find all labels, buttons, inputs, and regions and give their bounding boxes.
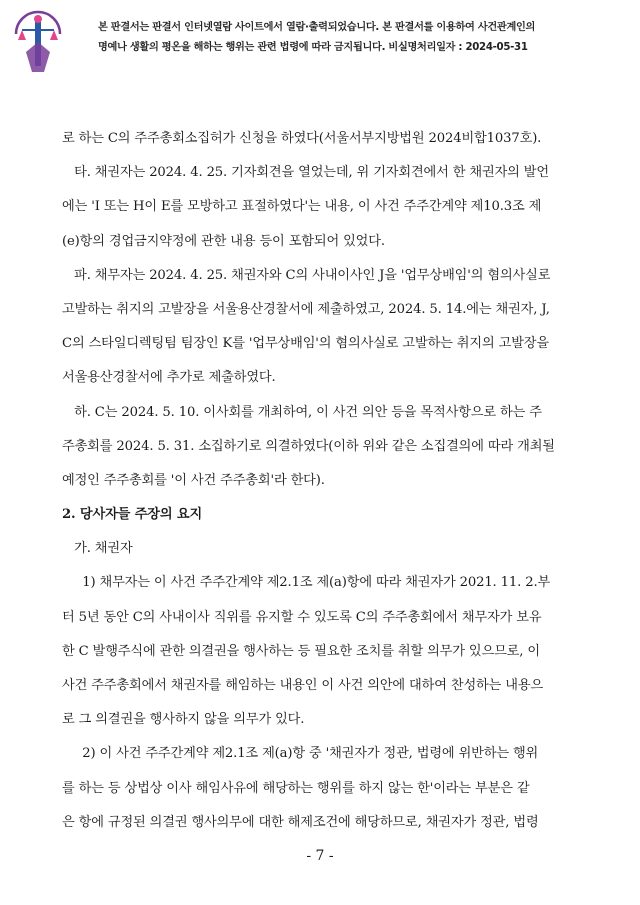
body-line: 타. 채권자는 2024. 4. 25. 기자회견을 열었는데, 위 기자회견에서 한 채권자의 발언: [62, 165, 549, 181]
disclosure-notice: [98, 18, 638, 58]
page-header: [8, 6, 632, 84]
body-line: 1) 채무자는 이 사건 주주간계약 제2.1조 제(a)항에 따라 채권자가 2021. 11. 2.부: [62, 575, 551, 591]
page-number: - 7 -: [306, 848, 334, 864]
body-line: 예정인 주주총회를 '이 사건 주주총회'라 한다).: [62, 472, 325, 488]
body-line: 주총회를 2024. 5. 31. 소집하기로 의결하였다(이하 위와 같은 소집결의에 따라 개최될: [62, 438, 555, 454]
body-line: 로 그 의결권을 행사하지 않을 의무가 있다.: [62, 712, 305, 728]
body-line: 로 하는 C의 주주총회소집허가 신청을 하였다(서울서부지방법원 2024비합1037호).: [62, 131, 542, 146]
subsection-heading: 가. 채권자: [62, 541, 133, 557]
body-line: 를 하는 등 상법상 이사 해임사유에 해당하는 행위를 하지 않는 한'이라는 부분은 같: [62, 780, 530, 796]
body-line: 2) 이 사건 주주간계약 제2.1조 제(a)항 중 '채권자가 정관, 법령에 위반하는 행위: [62, 746, 539, 762]
body-line: 서울용산경찰서에 추가로 제출하였다.: [62, 370, 276, 386]
body-line: 한 C 발행주식에 관한 의결권을 행사하는 등 필요한 조치를 취할 의무가 있으므로, 이: [62, 643, 540, 659]
body-line: C의 스타일디렉팅팀 팀장인 K를 '업무상배임'의 혐의사실로 고발하는 취지의 고발장을: [62, 336, 549, 352]
body-line: 터 5년 동안 C의 사내이사 직위를 유지할 수 있도록 C의 주주총회에서 채무자가 보유: [62, 609, 542, 625]
body-line: 파. 채무자는 2024. 4. 25. 채권자와 C의 사내이사인 J을 '업무상배임'의 혐의사실로: [62, 267, 551, 283]
body-line: 에는 'I 또는 H이 E를 모방하고 표절하였다'는 내용, 이 사건 주주간계약 제10.3조 제: [62, 199, 542, 215]
court-logo-icon: [8, 6, 68, 84]
body-line: 고발하는 취지의 고발장을 서울용산경찰서에 제출하였고, 2024. 5. 14.에는 채권자, J,: [62, 301, 550, 317]
body-line: 은 항에 규정된 의결권 행사의무에 대한 해제조건에 해당하므로, 채권자가 정관, 법령: [62, 814, 539, 830]
judgment-body: [62, 122, 582, 840]
body-line: (e)항의 경업금지약정에 관한 내용 등이 포함되어 있었다.: [62, 233, 385, 249]
body-line: 사건 주주총회에서 채권자를 해임하는 내용인 이 사건 의안에 대하여 찬성하는 내용으: [62, 678, 544, 693]
notice-line-2: 명예나 생활의 평온을 해하는 행위는 관련 법령에 따라 금지됩니다. 비실명처리일자 : 2024-05-31: [98, 42, 528, 53]
notice-line-1: 본 판결서는 판결서 인터넷열람 사이트에서 열람·출력되었습니다. 본 판결서를 이용하여 사건관계인의: [98, 22, 536, 33]
body-line: 하. C는 2024. 5. 10. 이사회를 개최하여, 이 사건 의안 등을 목적사항으로 하는 주: [62, 404, 542, 420]
section-heading: 2. 당사자들 주장의 요지: [62, 507, 203, 523]
